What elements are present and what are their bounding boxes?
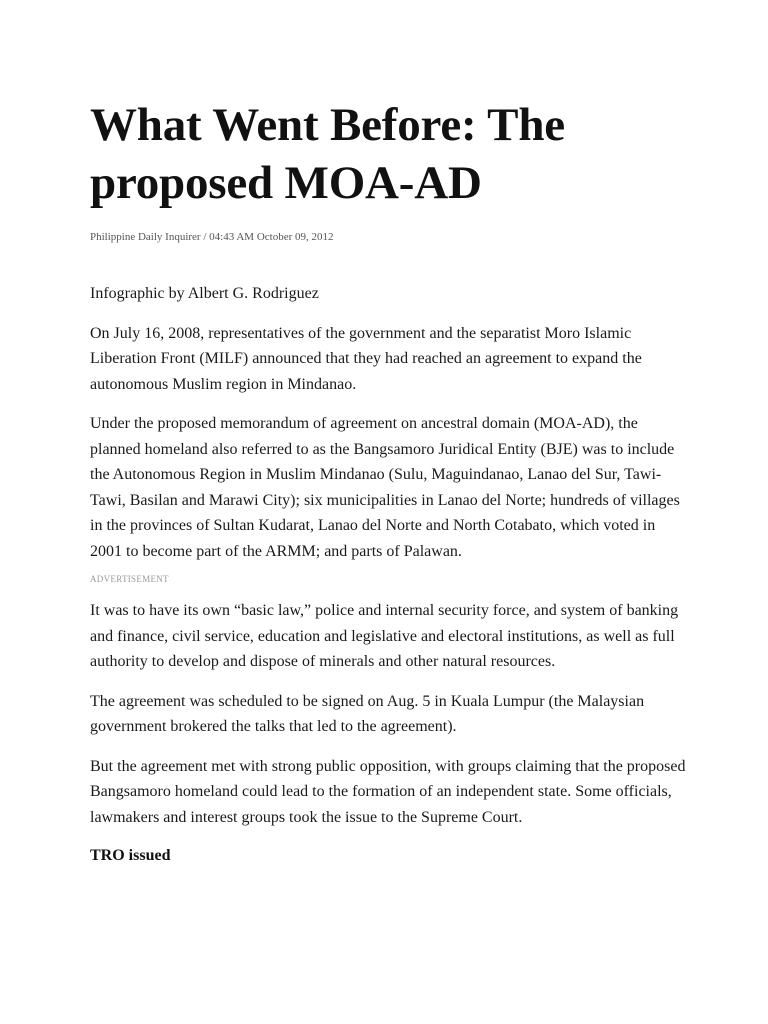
paragraph-bje-coverage: Under the proposed memorandum of agreement on ancestral domain (MOA-AD), the planned homeland also referred to as the Bangsamoro Juridical Entity (BJE) was to include the Autonomous Region in Muslim Mindanao (Sulu, Maguindanao, Lanao del Sur, Tawi-Tawi, Basilan and Marawi City); six municipalities in Lanao del Norte; hundreds of villages in the provinces of Sultan Kudarat, Lanao del Norte and North Cotabato, which voted in 2001 to become part of the ARMM; and parts of Palawan. bbox=[90, 415, 680, 560]
paragraph-basic-law: It was to have its own “basic law,” police and internal security force, and system of banking and finance, civil service, education and legislative and electoral institutions, as well as full authority to develop and dispose of minerals and other natural resources. bbox=[90, 602, 679, 670]
byline-timestamp: 04:43 AM October 09, 2012 bbox=[209, 231, 334, 243]
byline bbox=[90, 230, 690, 244]
article bbox=[90, 96, 690, 868]
headline: What Went Before: The proposed MOA-AD bbox=[90, 99, 565, 209]
paragraph-agreement-announced: On July 16, 2008, representatives of the government and the separatist Moro Islamic Liberation Front (MILF) announced that they had reached an agreement to expand the autonomous Muslim region in Mindanao. bbox=[90, 324, 642, 393]
byline-source[interactable]: Philippine Daily Inquirer bbox=[90, 231, 201, 243]
paragraph-signing-schedule: The agreement was scheduled to be signed on Aug. 5 in Kuala Lumpur (the Malaysian government brokered the talks that led to the agreement). bbox=[90, 692, 645, 735]
byline-separator: / bbox=[200, 231, 210, 243]
infographic-credit: Infographic by Albert G. Rodriguez bbox=[90, 285, 319, 302]
advertisement-label: ADVERTISEMENT bbox=[90, 574, 169, 584]
subhead-tro-issued: TRO issued bbox=[90, 847, 171, 864]
paragraph-public-opposition: But the agreement met with strong public opposition, with groups claiming that the proposed Bangsamoro homeland could lead to the formation of an independent state. Some officials, lawmakers and interest groups took the issue to the Supreme Court. bbox=[90, 757, 686, 826]
